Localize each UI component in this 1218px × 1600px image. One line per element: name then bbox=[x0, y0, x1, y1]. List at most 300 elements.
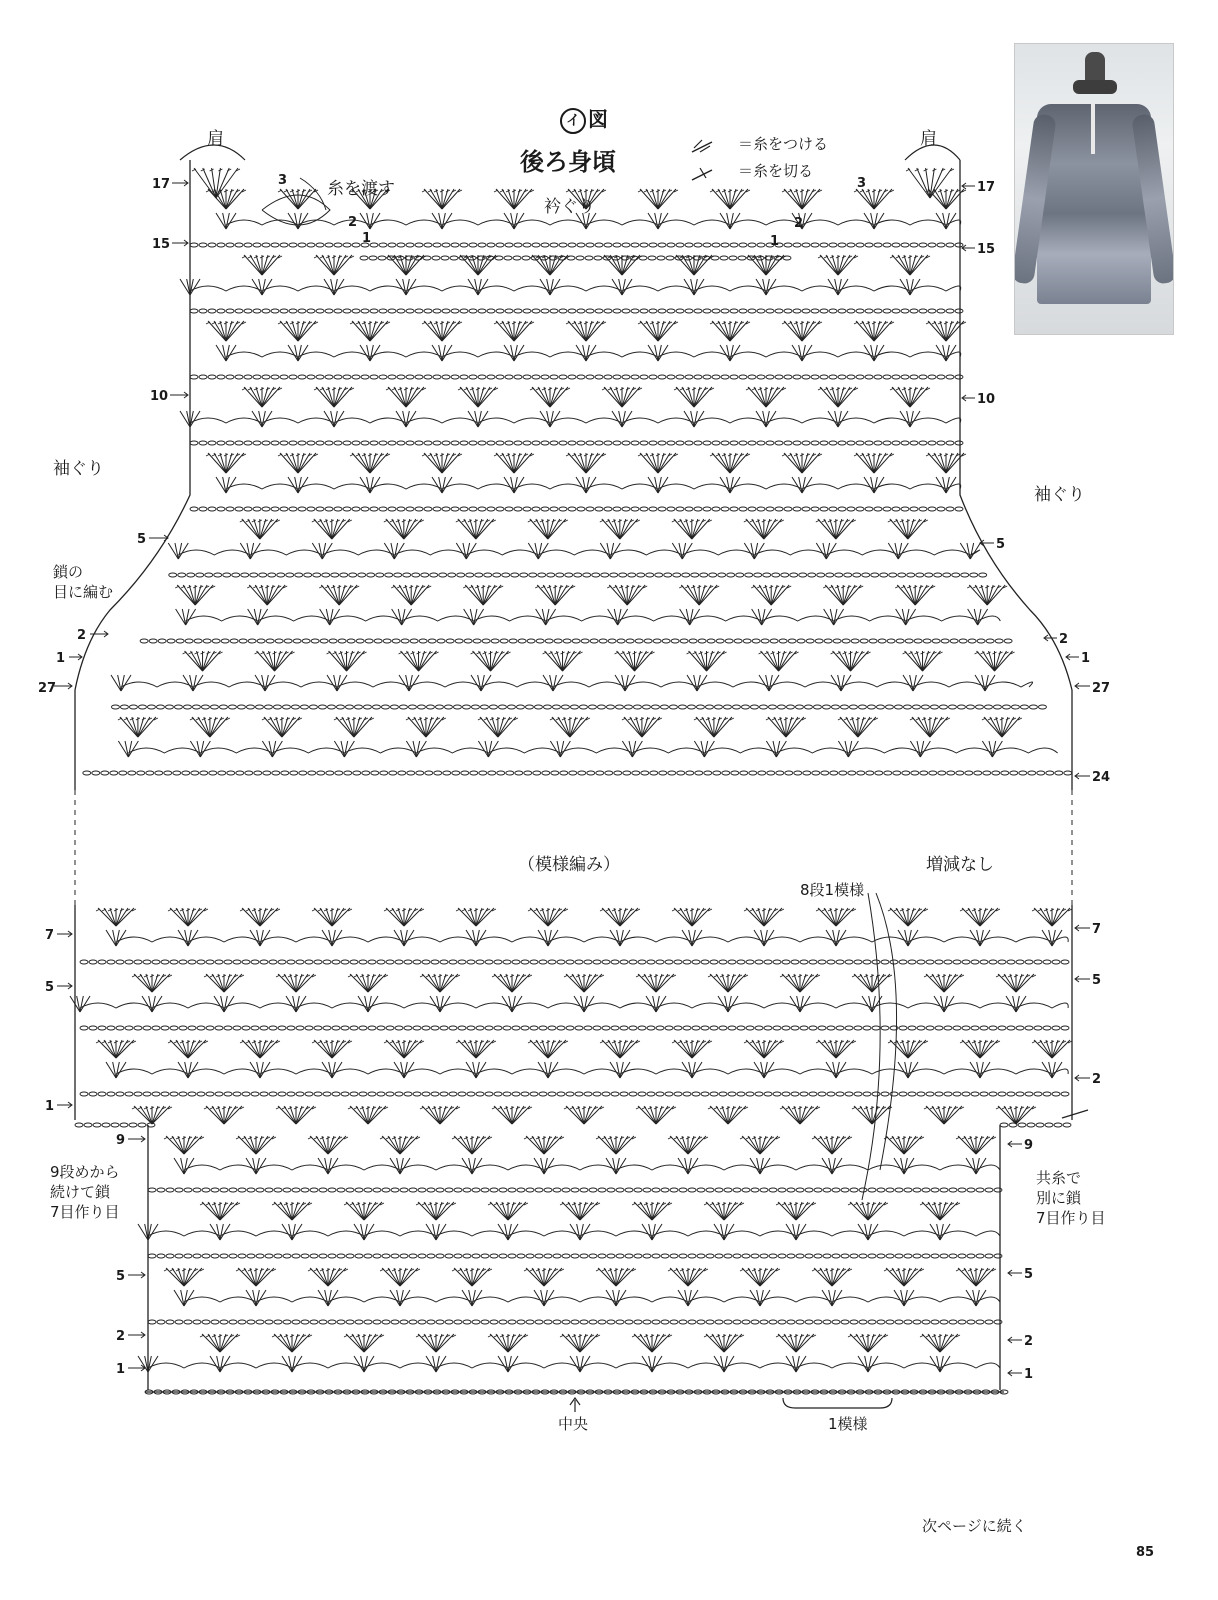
chain-stitch bbox=[748, 507, 756, 511]
chain-stitch bbox=[487, 375, 495, 379]
chain-stitch bbox=[291, 705, 299, 709]
chain-stitch bbox=[355, 1320, 363, 1324]
chain-stitch bbox=[766, 309, 774, 313]
chain-stitch bbox=[631, 441, 639, 445]
chain-stitch bbox=[323, 1026, 331, 1030]
chain-stitch bbox=[895, 1188, 903, 1192]
chain-stitch bbox=[926, 1092, 934, 1096]
cast-on-chain-left bbox=[93, 1123, 101, 1127]
chain-stitch bbox=[868, 1320, 876, 1324]
chain-stitch bbox=[575, 1026, 583, 1030]
chain-stitch bbox=[586, 243, 594, 247]
chain-stitch bbox=[919, 441, 927, 445]
chain-stitch bbox=[386, 960, 394, 964]
chain-stitch bbox=[485, 960, 493, 964]
chain-stitch bbox=[152, 1092, 160, 1096]
chain-stitch bbox=[826, 573, 834, 577]
chain-stitch bbox=[823, 1188, 831, 1192]
chain-stitch bbox=[862, 573, 870, 577]
chain-stitch bbox=[190, 375, 198, 379]
chain-stitch bbox=[293, 639, 301, 643]
chain-stitch bbox=[809, 1026, 817, 1030]
chain-stitch bbox=[262, 441, 270, 445]
chain-stitch bbox=[856, 441, 864, 445]
chain-stitch bbox=[652, 1320, 660, 1324]
chain-stitch bbox=[812, 771, 820, 775]
chain-stitch bbox=[442, 441, 450, 445]
chain-stitch bbox=[670, 1188, 678, 1192]
chain-stitch bbox=[445, 1254, 453, 1258]
chain-stitch bbox=[704, 771, 712, 775]
chain-stitch bbox=[557, 960, 565, 964]
chain-stitch bbox=[589, 1254, 597, 1258]
chain-stitch bbox=[660, 705, 668, 709]
chain-stitch bbox=[985, 1254, 993, 1258]
chain-stitch bbox=[326, 771, 334, 775]
chain-stitch bbox=[417, 705, 425, 709]
chain-stitch bbox=[224, 960, 232, 964]
chain-stitch bbox=[616, 1254, 624, 1258]
chain-stitch bbox=[739, 375, 747, 379]
chain-stitch bbox=[767, 771, 775, 775]
chain-stitch bbox=[215, 960, 223, 964]
chain-stitch bbox=[188, 960, 196, 964]
chain-stitch bbox=[850, 1254, 858, 1258]
chain-stitch bbox=[197, 960, 205, 964]
chain-stitch bbox=[386, 1026, 394, 1030]
chain-stitch bbox=[730, 441, 738, 445]
chain-stitch bbox=[256, 1188, 264, 1192]
chain-stitch bbox=[559, 507, 567, 511]
chain-stitch bbox=[685, 309, 693, 313]
chain-stitch bbox=[161, 960, 169, 964]
chain-stitch bbox=[319, 1254, 327, 1258]
chain-stitch bbox=[253, 375, 261, 379]
chain-stitch bbox=[274, 1320, 282, 1324]
chain-stitch bbox=[175, 1254, 183, 1258]
chain-stitch bbox=[838, 309, 846, 313]
chain-stitch bbox=[359, 1092, 367, 1096]
chain-stitch bbox=[388, 507, 396, 511]
chain-stitch bbox=[820, 243, 828, 247]
chain-stitch bbox=[748, 441, 756, 445]
chain-stitch bbox=[218, 771, 226, 775]
chain-stitch bbox=[98, 1092, 106, 1096]
chain-stitch bbox=[373, 1320, 381, 1324]
chain-stitch bbox=[192, 705, 200, 709]
chain-stitch bbox=[442, 309, 450, 313]
chain-stitch bbox=[415, 375, 423, 379]
chain-stitch bbox=[737, 1026, 745, 1030]
chain-stitch bbox=[199, 507, 207, 511]
chain-stitch bbox=[917, 1026, 925, 1030]
chain-stitch bbox=[998, 960, 1006, 964]
chain-stitch bbox=[802, 309, 810, 313]
chain-stitch bbox=[577, 441, 585, 445]
chain-stitch bbox=[1046, 771, 1054, 775]
chain-stitch bbox=[946, 309, 954, 313]
chain-arc bbox=[121, 682, 1033, 687]
chain-stitch bbox=[557, 1092, 565, 1096]
chain-stitch bbox=[550, 375, 558, 379]
chain-stitch bbox=[922, 1320, 930, 1324]
chain-stitch bbox=[202, 1254, 210, 1258]
chain-stitch bbox=[370, 375, 378, 379]
chain-stitch bbox=[554, 639, 562, 643]
chain-stitch bbox=[829, 243, 837, 247]
chain-stitch bbox=[454, 1254, 462, 1258]
chain-stitch bbox=[667, 243, 675, 247]
chain-stitch bbox=[680, 639, 688, 643]
chain-stitch bbox=[361, 441, 369, 445]
chain-stitch bbox=[674, 960, 682, 964]
chain-stitch bbox=[604, 375, 612, 379]
chain-stitch bbox=[289, 441, 297, 445]
chain-stitch bbox=[580, 1254, 588, 1258]
chain-stitch bbox=[811, 375, 819, 379]
chain-stitch bbox=[476, 960, 484, 964]
chain-stitch bbox=[237, 705, 245, 709]
chain-stitch bbox=[696, 705, 704, 709]
chain-stitch bbox=[841, 1254, 849, 1258]
chain-stitch bbox=[958, 1320, 966, 1324]
chain-stitch bbox=[352, 243, 360, 247]
chain-stitch bbox=[337, 1188, 345, 1192]
armhole-left-edge bbox=[75, 385, 190, 690]
chain-stitch bbox=[865, 375, 873, 379]
chain-stitch bbox=[199, 375, 207, 379]
chain-stitch bbox=[149, 639, 157, 643]
chain-stitch bbox=[827, 1026, 835, 1030]
chain-stitch bbox=[1019, 771, 1027, 775]
chain-stitch bbox=[683, 1026, 691, 1030]
cast-on-chain-right bbox=[1045, 1123, 1053, 1127]
chain-stitch bbox=[659, 771, 667, 775]
chain-stitch bbox=[298, 441, 306, 445]
chain-stitch bbox=[679, 1320, 687, 1324]
chain-stitch bbox=[152, 1026, 160, 1030]
chain-stitch bbox=[712, 375, 720, 379]
chain-stitch bbox=[370, 309, 378, 313]
chain-stitch bbox=[413, 1092, 421, 1096]
chain-stitch bbox=[605, 771, 613, 775]
chain-stitch bbox=[566, 1026, 574, 1030]
chain-stitch bbox=[341, 1092, 349, 1096]
chain-stitch bbox=[694, 375, 702, 379]
chain-stitch bbox=[760, 1188, 768, 1192]
chain-stitch bbox=[292, 1188, 300, 1192]
chain-stitch bbox=[894, 705, 902, 709]
chain-stitch bbox=[1004, 639, 1012, 643]
chain-stitch bbox=[269, 1092, 277, 1096]
chain-stitch bbox=[917, 1092, 925, 1096]
chain-stitch bbox=[937, 507, 945, 511]
chain-stitch bbox=[674, 1026, 682, 1030]
chain-stitch bbox=[464, 639, 472, 643]
chain-stitch bbox=[146, 771, 154, 775]
chain-stitch bbox=[445, 1188, 453, 1192]
chain-stitch bbox=[755, 1092, 763, 1096]
chain-stitch bbox=[863, 1092, 871, 1096]
chain-stitch bbox=[890, 1092, 898, 1096]
chain-stitch bbox=[498, 705, 506, 709]
chain-stitch bbox=[364, 1188, 372, 1192]
chain-stitch bbox=[257, 639, 265, 643]
chain-stitch bbox=[842, 639, 850, 643]
chain-stitch bbox=[337, 1320, 345, 1324]
chain-stitch bbox=[577, 375, 585, 379]
chain-stitch bbox=[287, 960, 295, 964]
chain-stitch bbox=[793, 441, 801, 445]
chain-stitch bbox=[161, 1026, 169, 1030]
chain-stitch bbox=[859, 1320, 867, 1324]
chain-stitch bbox=[695, 771, 703, 775]
chain-stitch bbox=[552, 705, 560, 709]
chain-stitch bbox=[838, 375, 846, 379]
chain-stitch bbox=[910, 441, 918, 445]
chain-stitch bbox=[994, 1254, 1002, 1258]
chain-stitch bbox=[166, 1188, 174, 1192]
chain-stitch bbox=[532, 243, 540, 247]
chain-stitch bbox=[634, 1254, 642, 1258]
chain-stitch bbox=[469, 309, 477, 313]
chain-stitch bbox=[431, 1092, 439, 1096]
chain-stitch bbox=[553, 1320, 561, 1324]
chain-stitch bbox=[937, 243, 945, 247]
chain-stitch bbox=[678, 705, 686, 709]
chain-stitch bbox=[373, 1188, 381, 1192]
chain-stitch bbox=[820, 507, 828, 511]
chain-stitch bbox=[567, 256, 575, 260]
chain-stitch bbox=[904, 1320, 912, 1324]
chain-stitch bbox=[983, 771, 991, 775]
chain-stitch bbox=[503, 1026, 511, 1030]
chain-stitch bbox=[559, 441, 567, 445]
chain-stitch bbox=[676, 441, 684, 445]
chain-stitch bbox=[607, 1254, 615, 1258]
chain-stitch bbox=[730, 243, 738, 247]
chain-stitch bbox=[458, 1092, 466, 1096]
chain-stitch bbox=[418, 1320, 426, 1324]
chain-stitch bbox=[120, 705, 128, 709]
chain-stitch bbox=[332, 960, 340, 964]
chain-stitch bbox=[739, 507, 747, 511]
chain-stitch bbox=[628, 573, 636, 577]
chain-stitch bbox=[784, 309, 792, 313]
chain-stitch bbox=[962, 1092, 970, 1096]
chain-stitch bbox=[305, 1092, 313, 1096]
chain-stitch bbox=[886, 1188, 894, 1192]
chain-stitch bbox=[1001, 771, 1009, 775]
chain-stitch bbox=[449, 960, 457, 964]
chain-stitch bbox=[442, 507, 450, 511]
chain-stitch bbox=[520, 573, 528, 577]
chain-stitch bbox=[143, 960, 151, 964]
chain-stitch bbox=[994, 1320, 1002, 1324]
chain-stitch bbox=[134, 1092, 142, 1096]
chain-stitch bbox=[550, 507, 558, 511]
chain-stitch bbox=[845, 960, 853, 964]
chain-stitch bbox=[899, 960, 907, 964]
chain-stitch bbox=[661, 1254, 669, 1258]
chain-stitch bbox=[496, 441, 504, 445]
chain-stitch bbox=[921, 705, 929, 709]
chain-stitch bbox=[289, 375, 297, 379]
chain-stitch bbox=[517, 1254, 525, 1258]
chain-stitch bbox=[353, 771, 361, 775]
chain-stitch bbox=[441, 256, 449, 260]
chain-stitch bbox=[526, 1254, 534, 1258]
chain-stitch bbox=[484, 573, 492, 577]
chain-stitch bbox=[607, 1320, 615, 1324]
chain-stitch bbox=[365, 639, 373, 643]
chain-stitch bbox=[773, 1092, 781, 1096]
chain-stitch bbox=[602, 960, 610, 964]
chain-stitch bbox=[388, 441, 396, 445]
chain-stitch bbox=[481, 1254, 489, 1258]
chain-stitch bbox=[971, 960, 979, 964]
chain-stitch bbox=[670, 1320, 678, 1324]
chain-stitch bbox=[946, 243, 954, 247]
chain-stitch bbox=[544, 1188, 552, 1192]
chain-stitch bbox=[710, 1026, 718, 1030]
chain-stitch bbox=[539, 960, 547, 964]
chain-stitch bbox=[197, 1092, 205, 1096]
chain-stitch bbox=[490, 1320, 498, 1324]
chain-stitch bbox=[930, 705, 938, 709]
chain-stitch bbox=[1061, 1026, 1069, 1030]
chain-arc bbox=[184, 1297, 1000, 1302]
chain-stitch bbox=[428, 639, 436, 643]
chain-stitch bbox=[264, 705, 272, 709]
chain-stitch bbox=[310, 1254, 318, 1258]
chain-stitch bbox=[820, 375, 828, 379]
chain-stitch bbox=[190, 507, 198, 511]
chain-stitch bbox=[201, 705, 209, 709]
chain-stitch bbox=[284, 639, 292, 643]
chain-stitch bbox=[409, 1320, 417, 1324]
chain-stitch bbox=[1002, 705, 1010, 709]
chain-stitch bbox=[926, 960, 934, 964]
chain-stitch bbox=[691, 573, 699, 577]
chain-stitch bbox=[899, 1026, 907, 1030]
chain-stitch bbox=[883, 309, 891, 313]
chain-stitch bbox=[587, 771, 595, 775]
chain-stitch bbox=[724, 1188, 732, 1192]
chain-stitch bbox=[265, 1188, 273, 1192]
chain-stitch bbox=[620, 1092, 628, 1096]
chain-stitch bbox=[658, 243, 666, 247]
chain-stitch bbox=[805, 1320, 813, 1324]
chain-stitch bbox=[674, 1092, 682, 1096]
chain-stitch bbox=[226, 441, 234, 445]
chain-stitch bbox=[791, 1092, 799, 1096]
chain-stitch bbox=[928, 309, 936, 313]
chain-stitch bbox=[822, 705, 830, 709]
chain-stitch bbox=[872, 1092, 880, 1096]
chain-stitch bbox=[523, 375, 531, 379]
chain-stitch bbox=[998, 1092, 1006, 1096]
chain-stitch bbox=[532, 309, 540, 313]
chain-stitch bbox=[841, 1188, 849, 1192]
chain-stitch bbox=[706, 1254, 714, 1258]
chain-stitch bbox=[604, 309, 612, 313]
chain-stitch bbox=[1034, 1092, 1042, 1096]
chain-stitch bbox=[784, 375, 792, 379]
chain-stitch bbox=[372, 705, 380, 709]
chain-stitch bbox=[613, 375, 621, 379]
chain-stitch bbox=[703, 243, 711, 247]
chain-stitch bbox=[116, 960, 124, 964]
chain-stitch bbox=[802, 507, 810, 511]
chain-stitch bbox=[199, 243, 207, 247]
chain-stitch bbox=[770, 639, 778, 643]
chain-stitch bbox=[754, 573, 762, 577]
chain-stitch bbox=[416, 771, 424, 775]
chain-stitch bbox=[562, 1320, 570, 1324]
chain-stitch bbox=[614, 771, 622, 775]
chain-stitch bbox=[694, 243, 702, 247]
chain-stitch bbox=[269, 960, 277, 964]
chain-stitch bbox=[1011, 705, 1019, 709]
chain-stitch bbox=[460, 309, 468, 313]
chain-stitch bbox=[170, 1026, 178, 1030]
chain-stitch bbox=[584, 1026, 592, 1030]
chain-stitch bbox=[530, 960, 538, 964]
chain-stitch bbox=[311, 639, 319, 643]
chain-stitch bbox=[848, 771, 856, 775]
chain-stitch bbox=[514, 375, 522, 379]
chain-stitch bbox=[932, 639, 940, 643]
chain-stitch bbox=[550, 243, 558, 247]
chain-stitch bbox=[928, 441, 936, 445]
chain-stitch bbox=[246, 705, 254, 709]
chain-stitch bbox=[322, 573, 330, 577]
chain-stitch bbox=[782, 1092, 790, 1096]
chain-stitch bbox=[956, 771, 964, 775]
chain-stitch bbox=[427, 1254, 435, 1258]
chain-stitch bbox=[840, 705, 848, 709]
chain-stitch bbox=[898, 573, 906, 577]
chain-stitch bbox=[581, 639, 589, 643]
chain-stitch bbox=[478, 507, 486, 511]
chain-stitch bbox=[223, 573, 231, 577]
chain-stitch bbox=[877, 1188, 885, 1192]
chain-stitch bbox=[935, 1092, 943, 1096]
chain-stitch bbox=[101, 771, 109, 775]
chain-stitch bbox=[1010, 771, 1018, 775]
chain-stitch bbox=[125, 960, 133, 964]
chain-stitch bbox=[229, 1254, 237, 1258]
chain-arc bbox=[190, 286, 961, 291]
chain-stitch bbox=[173, 771, 181, 775]
chain-stitch bbox=[955, 441, 963, 445]
chain-stitch bbox=[460, 441, 468, 445]
chain-stitch bbox=[283, 1188, 291, 1192]
chain-stitch bbox=[595, 441, 603, 445]
chain-stitch bbox=[559, 309, 567, 313]
chain-stitch bbox=[733, 1254, 741, 1258]
chain-stitch bbox=[974, 771, 982, 775]
chain-arc bbox=[226, 484, 961, 489]
chain-stitch bbox=[290, 771, 298, 775]
chain-stitch bbox=[472, 1188, 480, 1192]
chain-stitch bbox=[757, 375, 765, 379]
chain-stitch bbox=[301, 1320, 309, 1324]
chain-stitch bbox=[784, 243, 792, 247]
chain-stitch bbox=[543, 705, 551, 709]
chain-stitch bbox=[452, 771, 460, 775]
